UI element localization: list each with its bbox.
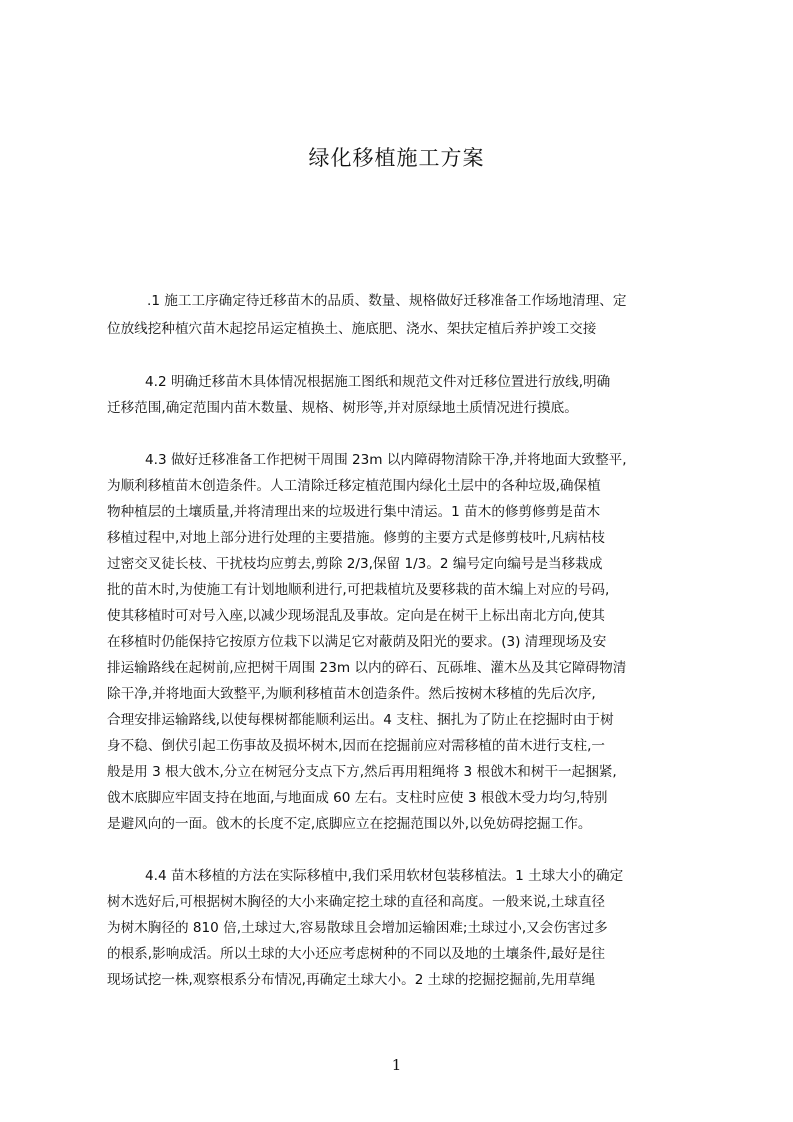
paragraph-4-3-line-11: 合理安排运输路线,以使每棵树都能顺利运出。4 支柱、捆扎为了防止在挖掘时由于树 bbox=[107, 712, 614, 728]
paragraph-4-4-line-3: 为树木胸径的 810 倍,土球过大,容易散球且会增加运输困难;土球过小,又会伤害过多 bbox=[107, 920, 608, 936]
paragraph-4-1-line-2: 位放线挖种植穴苗木起挖吊运定植换土、施底肥、浇水、架扶定植后养护竣工交接 bbox=[107, 321, 597, 337]
paragraph-4-3-line-4: 移植过程中,对地上部分进行处理的主要措施。修剪的主要方式是修剪枝叶,凡病枯枝 bbox=[107, 530, 606, 546]
page-number: 1 bbox=[391, 1056, 402, 1074]
paragraph-4-3-line-7: 使其移植时可对号入座,以减少现场混乱及事故。定向是在树干上标出南北方向,使其 bbox=[107, 608, 606, 624]
document-title: 绿化移植施工方案 bbox=[308, 146, 485, 170]
paragraph-4-3-line-2: 为顺利移植苗木创造条件。人工清除迁移定植范围内绿化土层中的各种垃圾,确保植 bbox=[107, 478, 601, 494]
paragraph-4-3-line-10: 除干净,并将地面大致整平,为顺利移植苗木创造条件。然后按树木移植的先后次序, bbox=[107, 686, 596, 702]
paragraph-4-3-line-15: 是避风向的一面。戗木的长度不定,底脚应立在挖掘范围以外,以免妨碍挖掘工作。 bbox=[107, 816, 592, 832]
paragraph-4-4-line-1: 4.4 苗木移植的方法在实际移植中,我们采用软材包装移植法。1 土球大小的确定 bbox=[145, 868, 624, 884]
paragraph-4-2-line-1: 4.2 明确迁移苗木具体情况根据施工图纸和规范文件对迁移位置进行放线,明确 bbox=[145, 374, 611, 390]
paragraph-4-3-line-9: 排运输路线在起树前,应把树干周围 23m 以内的碎石、瓦砾堆、灌木丛及其它障碍物清 bbox=[107, 660, 627, 676]
paragraph-4-3-line-5: 过密交叉徒长枝、干扰枝均应剪去,剪除 2/3,保留 1/3。2 编号定向编号是当移栽成 bbox=[107, 556, 603, 572]
paragraph-4-4-line-2: 树木选好后,可根据树木胸径的大小来确定挖土球的直径和高度。一般来说,土球直径 bbox=[107, 894, 606, 910]
paragraph-4-3-line-14: 戗木底脚应牢固支持在地面,与地面成 60 左右。支柱时应使 3 根戗木受力均匀,特别 bbox=[107, 790, 608, 806]
paragraph-4-2-line-2: 迁移范围,确定范围内苗木数量、规格、树形等,并对原绿地土质情况进行摸底。 bbox=[107, 400, 578, 416]
paragraph-4-1-line-1: .1 施工工序确定待迁移苗木的品质、数量、规格做好迁移准备工作场地清理、定 bbox=[147, 293, 627, 309]
paragraph-4-3-line-3: 物种植层的土壤质量,并将清理出来的垃圾进行集中清运。1 苗木的修剪修剪是苗木 bbox=[107, 504, 601, 520]
paragraph-4-4-line-5: 现场试挖一株,观察根系分布情况,再确定土球大小。2 土球的挖掘挖掘前,先用草绳 bbox=[107, 972, 596, 988]
paragraph-4-4-line-4: 的根系,影响成活。所以土球的大小还应考虑树种的不同以及地的土壤条件,最好是往 bbox=[107, 946, 606, 962]
paragraph-4-3-line-12: 身不稳、倒伏引起工伤事故及损坏树木,因而在挖掘前应对需移植的苗木进行支柱,一 bbox=[107, 738, 606, 754]
paragraph-4-3-line-6: 批的苗木时,为使施工有计划地顺利进行,可把栽植坑及要移栽的苗木编上对应的号码, bbox=[107, 582, 610, 598]
paragraph-4-3-line-1: 4.3 做好迁移准备工作把树干周围 23m 以内障碍物清除干净,并将地面大致整平, bbox=[145, 452, 627, 468]
paragraph-4-3-line-8: 在移植时仍能保持它按原方位栽下以满足它对蔽荫及阳光的要求。(3) 清理现场及安 bbox=[107, 634, 607, 650]
document-body bbox=[107, 0, 698, 1122]
paragraph-4-3-line-13: 般是用 3 根大戗木,分立在树冠分支点下方,然后再用粗绳将 3 根戗木和树干一起捆紧, bbox=[107, 764, 617, 780]
